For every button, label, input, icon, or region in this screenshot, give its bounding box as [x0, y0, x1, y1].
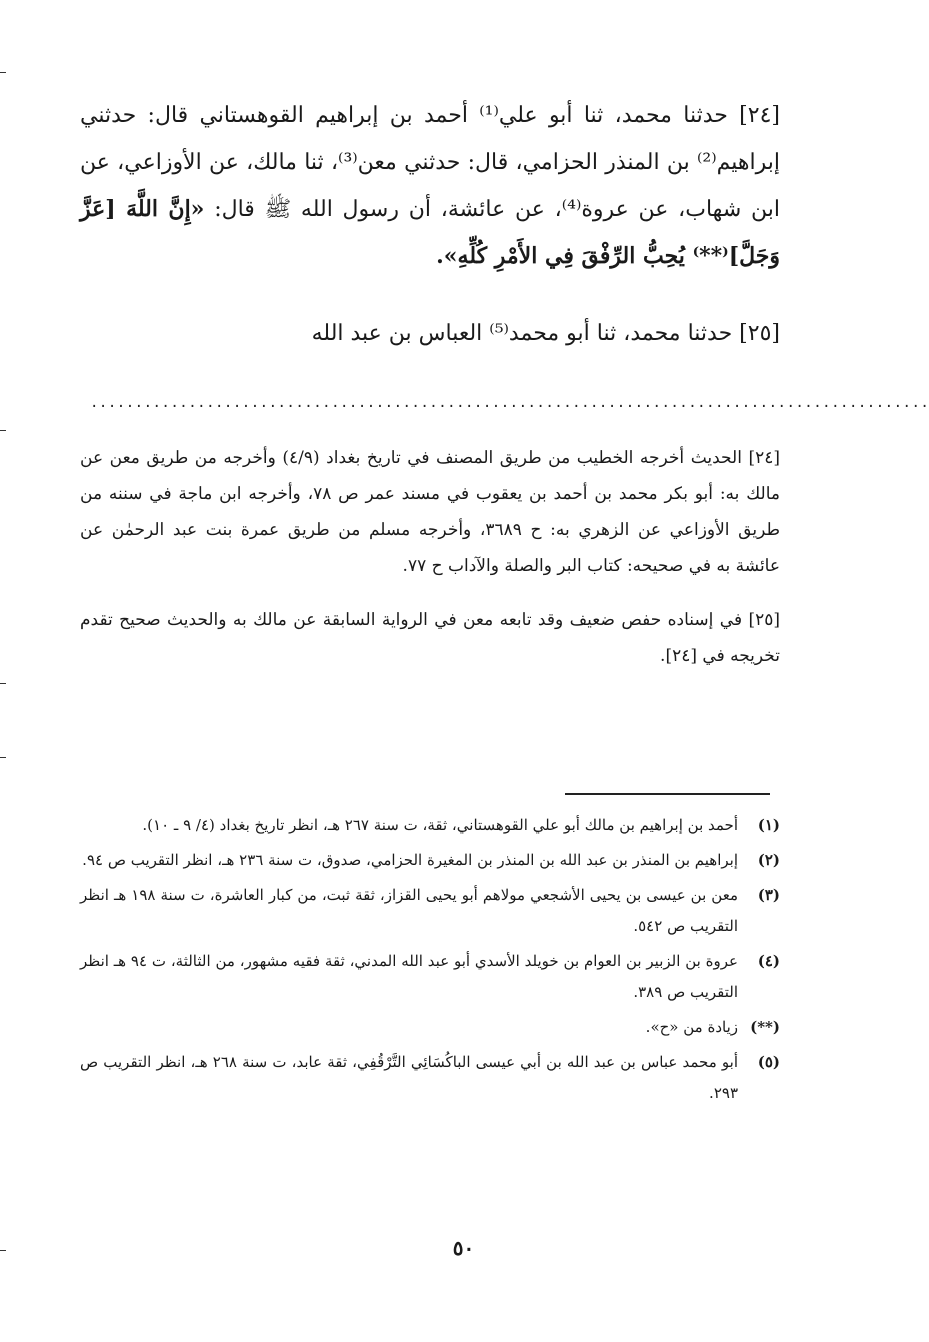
section-separator: .............................................................................................. — [90, 395, 929, 411]
hadith-24 — [80, 92, 780, 280]
commentary — [80, 440, 780, 674]
footnote-text: إبراهيم بن المنذر بن عبد الله بن المنذر بن المغيرة الحزامي، صدوق، ت سنة ٢٣٦ هـ، انظر التقريب ص ٩٤. — [82, 851, 738, 869]
hadith-24-quote: «إِنَّ اللَّهَ [عَزَّ وَجَلَّ]⁽**⁾ يُحِبُّ الرِّفْقَ فِي الأَمْرِ كُلِّهِ». — [80, 196, 780, 269]
footnote-item — [80, 1012, 780, 1043]
footnote-item — [80, 946, 780, 1008]
footnote-item — [80, 880, 780, 942]
footnote-item — [80, 810, 780, 841]
page-number: ٥٠ — [452, 1236, 475, 1260]
scan-edge-mark — [0, 757, 6, 758]
footnote-number: (١) — [757, 816, 780, 834]
footnote-text: أبو محمد عباس بن عبد الله بن أبي عيسى الباكُسَائِي التَّرْقُفِي، ثقة عابد، ت سنة ٢٦٨ هـ، انظر التقريب ص ٢٩٣. — [80, 1053, 738, 1102]
footnote-number: (**) — [750, 1018, 780, 1036]
commentary-25: [٢٥] في إسناده حفص ضعيف وقد تابعه معن في الرواية السابقة عن مالك به والحديث صحيح تقدم تخريجه في [٢٤]. — [80, 610, 780, 666]
footnote-rule — [565, 793, 770, 795]
scan-edge-mark — [0, 72, 6, 73]
hadith-24-chain: [٢٤] حدثنا محمد، ثنا أبو علي⁽¹⁾ أحمد بن إبراهيم القوهستاني قال: حدثني إبراهيم⁽²⁾ بن المنذر الحزامي، قال: حدثني معن⁽³⁾، ثنا مالك، عن الأوزاعي، عن ابن شهاب، عن عروة⁽⁴⁾، عن عائشة، أن رسول الله ﷺ قال: — [80, 103, 781, 222]
footnote-text: أحمد بن إبراهيم بن مالك أبو علي القوهستاني، ثقة، ت سنة ٢٦٧ هـ، انظر تاريخ بغداد (٤/ ٩ ـ ١٠). — [142, 816, 738, 834]
scan-edge-mark — [0, 430, 6, 431]
footnote-item — [80, 845, 780, 876]
footnote-text: زيادة من «ح». — [645, 1018, 738, 1036]
footnote-number: (٢) — [757, 851, 780, 869]
footnote-text: معن بن عيسى بن يحيى الأشجعي مولاهم أبو يحيى القزاز، ثقة ثبت، من كبار العاشرة، ت سنة ١٩٨ هـ انظر التقريب ص ٥٤٢. — [80, 886, 738, 935]
commentary-24: [٢٤] الحديث أخرجه الخطيب من طريق المصنف في تاريخ بغداد (٤/٩) وأخرجه من طريق معن عن مالك به: أبو بكر محمد بن أحمد بن يعقوب في مسند عمر ص ٧٨، وأخرجه ابن ماجة في سننه من طريق الأوزاعي عن الزهري به: ح ٣٦٨٩، وأخرجه مسلم من طريق عمرة بنت عبد الرحمٰن عن عائشة به في صحيحه: كتاب البر والصلة والآداب ح ٧٧. — [80, 448, 781, 576]
footnote-text: عروة بن الزبير بن العوام بن خويلد الأسدي أبو عبد الله المدني، ثقة فقيه مشهور، من الثالثة، ت ٩٤ هـ انظر التقريب ص ٣٨٩. — [80, 952, 738, 1001]
footnotes — [80, 810, 780, 1113]
hadith-25: [٢٥] حدثنا محمد، ثنا أبو محمد⁽⁵⁾ العباس بن عبد الله — [311, 321, 780, 346]
footnote-number: (٤) — [757, 952, 780, 970]
scan-edge-mark — [0, 683, 6, 684]
main-text — [80, 92, 780, 357]
footnote-number: (٣) — [757, 886, 780, 904]
footnote-number: (٥) — [757, 1053, 780, 1071]
footnote-item — [80, 1047, 780, 1109]
